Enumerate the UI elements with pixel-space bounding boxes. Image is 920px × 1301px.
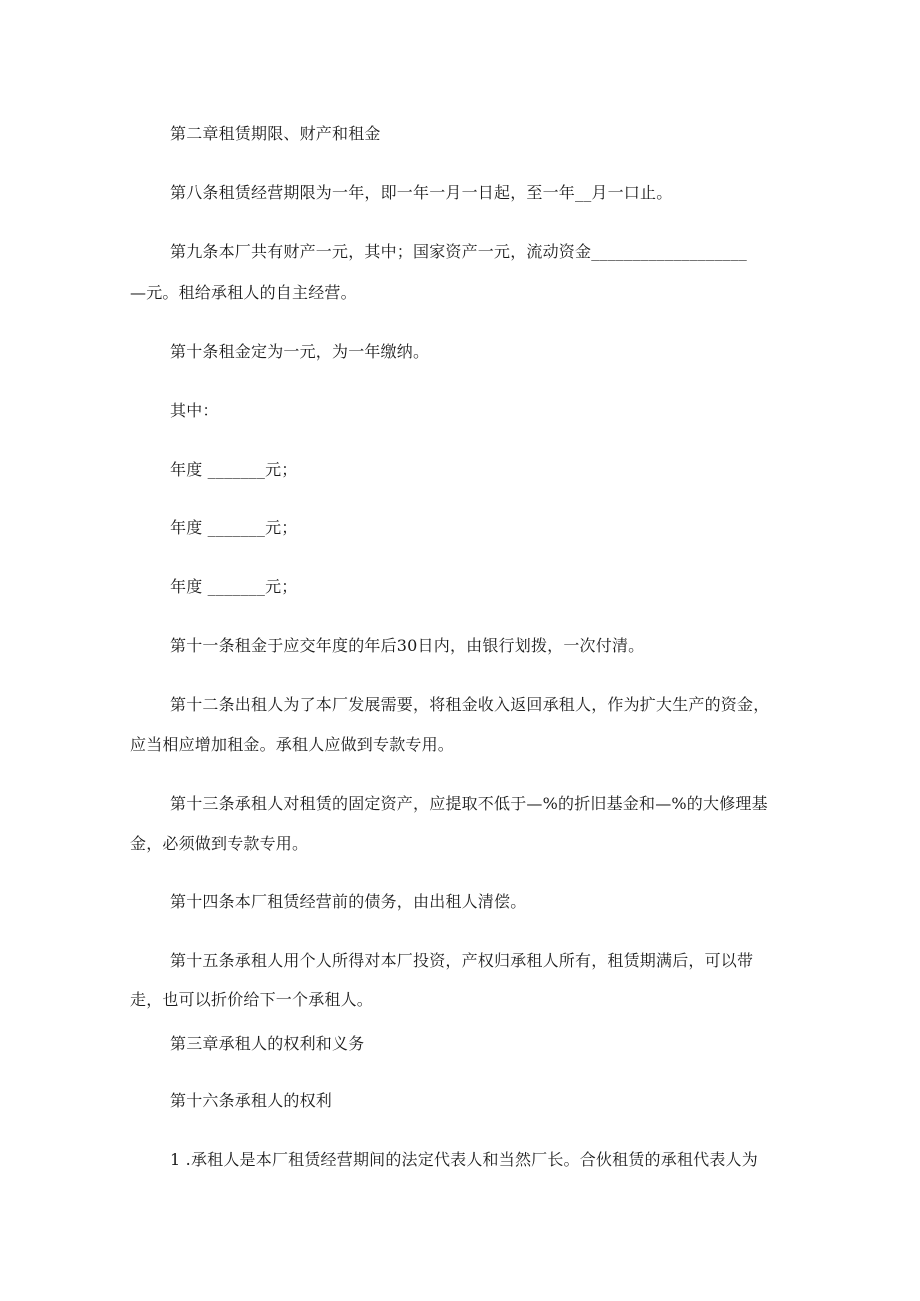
chapter-2-heading: 第二章租赁期限、财产和租金	[170, 124, 381, 143]
article-13-line-2: 金，必须做到专款专用。	[130, 834, 309, 853]
rent-year-row: 年度 _______元；	[170, 460, 298, 479]
rent-year-row: 年度 _______元；	[170, 518, 298, 537]
article-16: 第十六条承租人的权利	[170, 1091, 333, 1110]
article-9-line-1: 第九条本厂共有财产一元，其中；国家资产一元，流动资金___________________	[170, 242, 748, 261]
article-15-line-2: 走，也可以折价给下一个承租人。	[130, 990, 374, 1009]
chapter-3-heading: 第三章承租人的权利和义务	[170, 1034, 365, 1053]
article-9-line-2: —元。租给承租人的自主经营。	[130, 283, 357, 302]
article-10: 第十条租金定为一元，为一年缴纳。	[170, 342, 430, 361]
article-8: 第八条租赁经营期限为一年，即一年一月一日起，至一年__月一口止。	[170, 183, 673, 202]
article-14: 第十四条本厂租赁经营前的债务，由出租人清偿。	[170, 892, 527, 911]
rent-year-row: 年度 _______元；	[170, 577, 298, 596]
rent-breakdown-intro: 其中：	[170, 401, 219, 420]
article-13-line-1: 第十三条承租人对租赁的固定资产，应提取不低于—%的折旧基金和—%的大修理基	[170, 794, 768, 813]
article-12-line-1: 第十二条出租人为了本厂发展需要，将租金收入返回承租人，作为扩大生产的资金，	[170, 695, 770, 714]
article-15-line-1: 第十五条承租人用个人所得对本厂投资，产权归承租人所有，租赁期满后，可以带	[170, 951, 754, 970]
article-11: 第十一条租金于应交年度的年后30日内，由银行划拨，一次付清。	[170, 636, 645, 655]
article-12-line-2: 应当相应增加租金。承租人应做到专款专用。	[130, 735, 455, 754]
article-16-item-1: 1 .承租人是本厂租赁经营期间的法定代表人和当然厂长。合伙租赁的承租代表人为	[170, 1150, 758, 1169]
